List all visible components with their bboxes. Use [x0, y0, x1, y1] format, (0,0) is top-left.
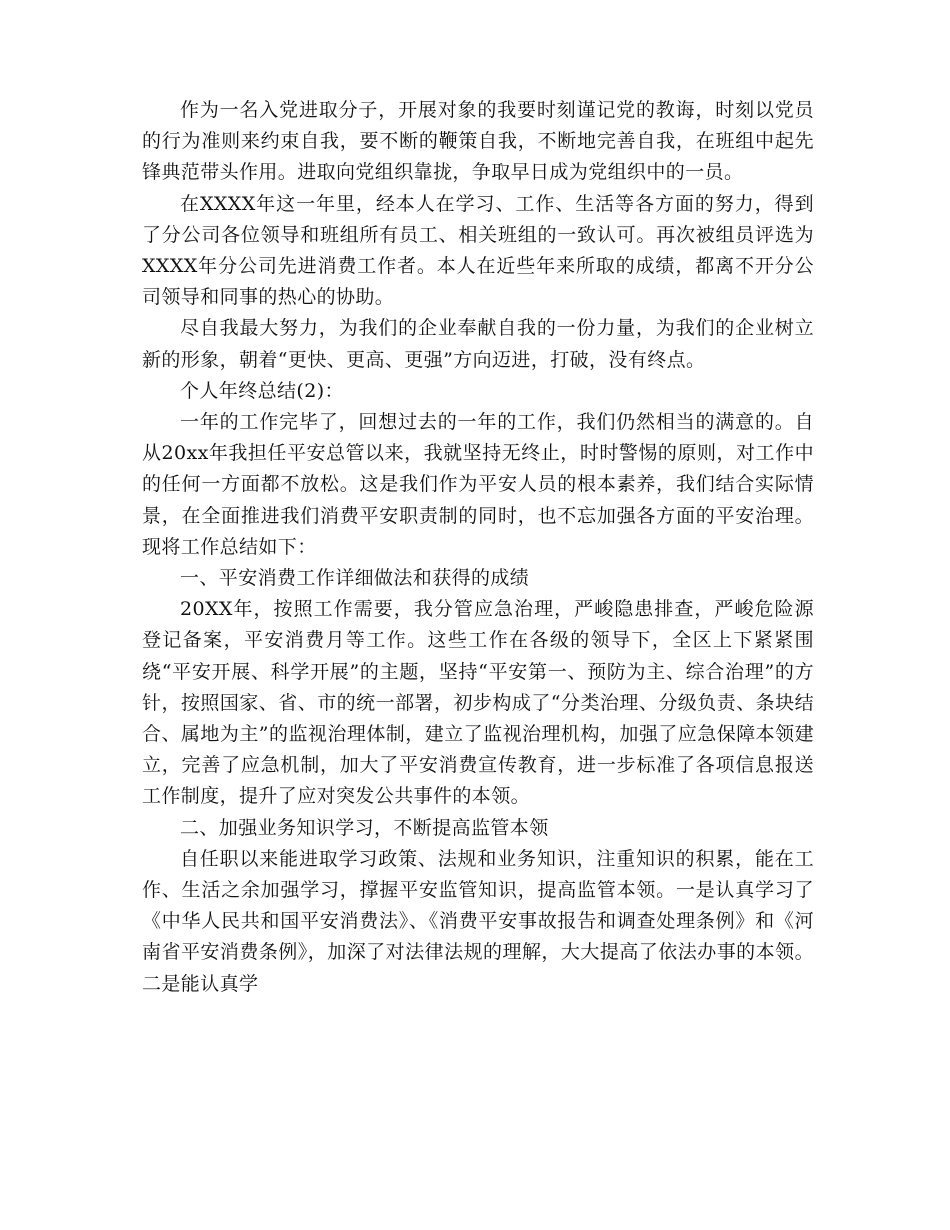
paragraph-party-member: 作为一名入党进取分子，开展对象的我要时刻谨记党的教诲，时刻以党员的行为准则来约束自我，要不断的鞭策自我，不断地完善自我，在班组中起先锋典范带头作用。进取向党组织靠拢，争取早日成为党组织中的一员。	[142, 99, 814, 184]
paragraph-year-achievements: 在XXXX年这一年里，经本人在学习、工作、生活等各方面的努力，得到了分公司各位领导和班组所有员工、相关班组的一致认可。再次被组员评选为XXXX年分公司先进消费工作者。本人在近些年来所取的成绩，都离不开分公司领导和同事的热心的协助。	[142, 192, 814, 309]
paragraph-best-effort: 尽自我最大努力，为我们的企业奉献自我的一份力量，为我们的企业树立新的形象，朝着“更快、更高、更强”方向迈进，打破，没有终点。	[142, 317, 814, 371]
section-heading-knowledge-study: 二、加强业务知识学习，不断提高监管本领	[180, 816, 549, 839]
paragraph-knowledge-study-details: 自任职以来能进取学习政策、法规和业务知识，注重知识的积累，能在工作、生活之余加强学习，撑握平安监管知识，提高监管本领。一是认真学习了《中华人民共和国平安消费法》、《消费平安事故报告和调查处理条例》和《河南省平安消费条例》，加深了对法律法规的理解，大大提高了依法办事的本领。二是能认真学	[142, 847, 814, 995]
document-body	[142, 95, 814, 1000]
paragraph-year-work-overview: 一年的工作完毕了，回想过去的一年的工作，我们仍然相当的满意的。自从20xx年我担任平安总管以来，我就坚持无终止，时时警惕的原则，对工作中的任何一方面都不放松。这是我们作为平安人员的根本素养，我们结合实际情景，在全面推进我们消费平安职责制的同时，也不忘加强各方面的平安治理。现将工作总结如下：	[142, 411, 814, 558]
section-heading-summary-2: 个人年终总结(2)：	[180, 379, 344, 402]
section-heading-safety-work: 一、平安消费工作详细做法和获得的成绩	[180, 567, 530, 590]
paragraph-safety-work-details: 20XX年，按照工作需要，我分管应急治理，严峻隐患排查，严峻危险源登记备案，平安消费月等工作。这些工作在各级的领导下，全区上下紧紧围绕“平安开展、科学开展”的主题，坚持“平安第一、预防为主、综合治理”的方针，按照国家、省、市的统一部署，初步构成了“分类治理、分级负责、条块结合、属地为主”的监视治理体制，建立了监视治理机构，加强了应急保障本领建立，完善了应急机制，加大了平安消费宣传教育，进一步标准了各项信息报送工作制度，提升了应对突发公共事件的本领。	[142, 598, 814, 808]
